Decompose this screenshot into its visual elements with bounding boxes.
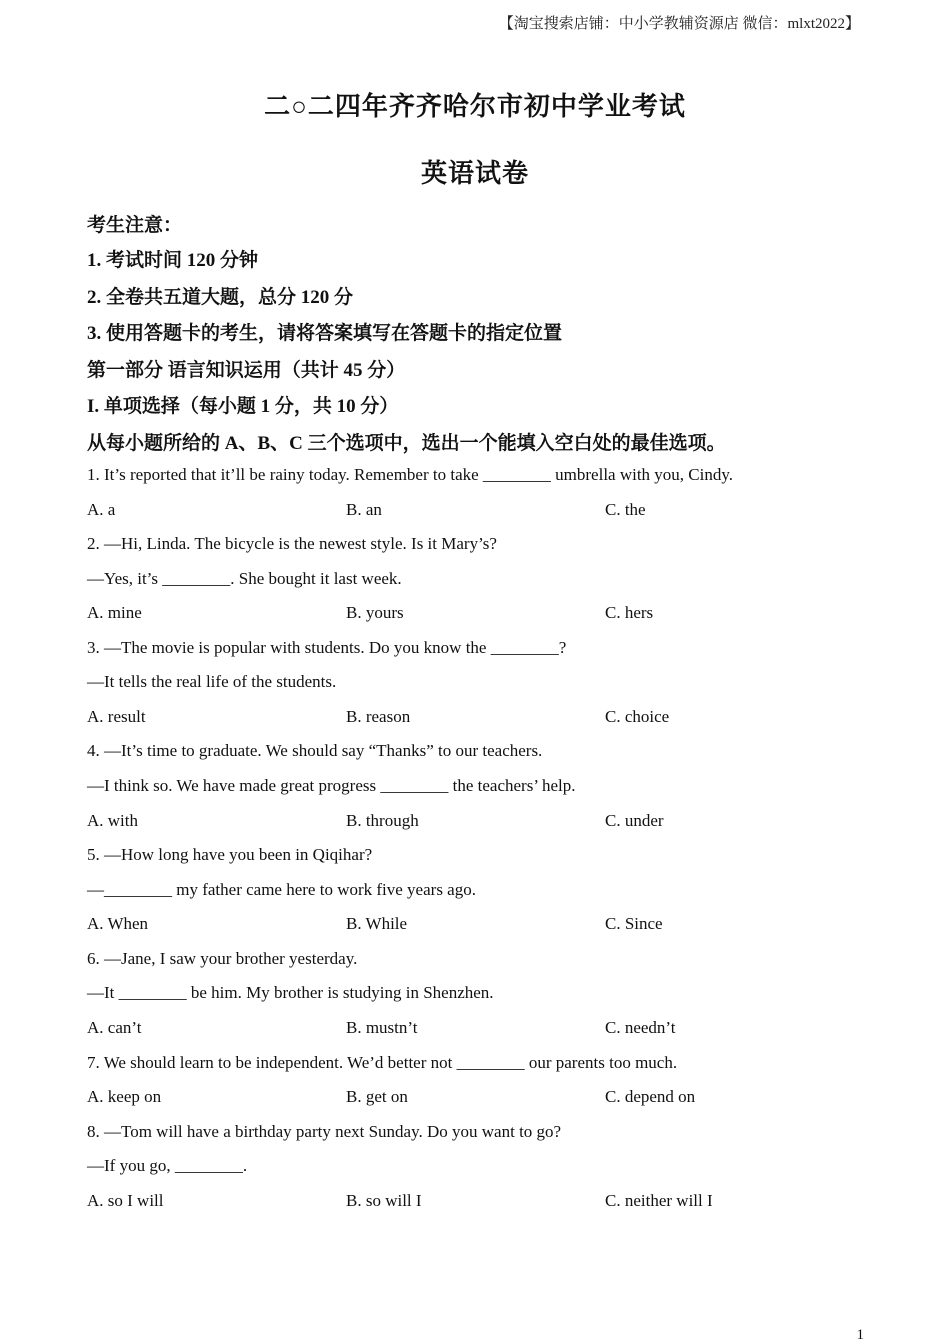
option-a: A. can’t [87, 1018, 142, 1037]
option-a: A. result [87, 707, 146, 726]
option-c: C. choice [605, 707, 670, 726]
option-b: B. yours [346, 603, 404, 622]
option-c: C. neither will I [605, 1191, 713, 1210]
option-b: B. an [346, 500, 382, 519]
notice-item: 3. 使用答题卡的考生，请将答案填写在答题卡的指定位置 [87, 323, 563, 344]
exam-subtitle: 英语试卷 [420, 159, 529, 188]
question-stem: 3. —The movie is popular with students. Do you know the ________? [87, 638, 567, 657]
question-stem: 6. —Jane, I saw your brother yesterday. [87, 949, 358, 968]
option-c: C. hers [605, 603, 654, 622]
question-reply: —I think so. We have made great progress ________ the teachers’ help. [87, 776, 576, 795]
notice-item: 2. 全卷共五道大题，总分 120 分 [87, 287, 354, 308]
question-stem: 5. —How long have you been in Qiqihar? [87, 845, 373, 864]
section-instruction: 从每小题所给的 A、B、C 三个选项中，选出一个能填入空白处的最佳选项。 [87, 433, 726, 454]
option-b: B. mustn’t [346, 1018, 418, 1037]
option-b: B. While [346, 914, 408, 933]
question-stem: 7. We should learn to be independent. We’d better not ________ our parents too much. [87, 1053, 678, 1072]
option-c: C. needn’t [605, 1018, 676, 1037]
option-c: C. the [605, 500, 646, 519]
page-header: 【淘宝搜索店铺：中小学教辅资源店 微信：mlxt2022】 [498, 16, 860, 32]
option-a: A. a [87, 500, 116, 519]
option-b: B. get on [346, 1087, 408, 1106]
question-reply: —It ________ be him. My brother is studying in Shenzhen. [87, 983, 494, 1002]
option-c: C. Since [605, 914, 663, 933]
option-a: A. so I will [87, 1191, 164, 1210]
option-a: A. When [87, 914, 149, 933]
option-a: A. mine [87, 603, 142, 622]
option-c: C. depend on [605, 1087, 696, 1106]
question-reply: —________ my father came here to work five years ago. [87, 880, 476, 899]
section-title: I. 单项选择（每小题 1 分，共 10 分） [87, 396, 399, 417]
option-a: A. with [87, 811, 138, 830]
question-stem: 2. —Hi, Linda. The bicycle is the newest style. Is it Mary’s? [87, 534, 497, 553]
question-reply: —If you go, ________. [87, 1156, 248, 1175]
notice-heading: 考生注意： [87, 215, 183, 236]
part-title: 第一部分 语言知识运用（共计 45 分） [87, 360, 406, 381]
option-c: C. under [605, 811, 664, 830]
option-b: B. reason [346, 707, 411, 726]
option-b: B. so will I [346, 1191, 422, 1210]
exam-title: 二○二四年齐齐哈尔市初中学业考试 [264, 92, 686, 121]
question-reply: —It tells the real life of the students. [87, 672, 337, 691]
option-a: A. keep on [87, 1087, 162, 1106]
question-stem: 8. —Tom will have a birthday party next Sunday. Do you want to go? [87, 1122, 562, 1141]
question-stem: 4. —It’s time to graduate. We should say “Thanks” to our teachers. [87, 741, 543, 760]
page-number: 1 [856, 1327, 864, 1343]
notice-item: 1. 考试时间 120 分钟 [87, 250, 259, 271]
question-stem: 1. It’s reported that it’ll be rainy today. Remember to take ________ umbrella with you, Cindy. [87, 465, 734, 484]
option-b: B. through [346, 811, 419, 830]
question-reply: —Yes, it’s ________. She bought it last week. [87, 569, 402, 588]
